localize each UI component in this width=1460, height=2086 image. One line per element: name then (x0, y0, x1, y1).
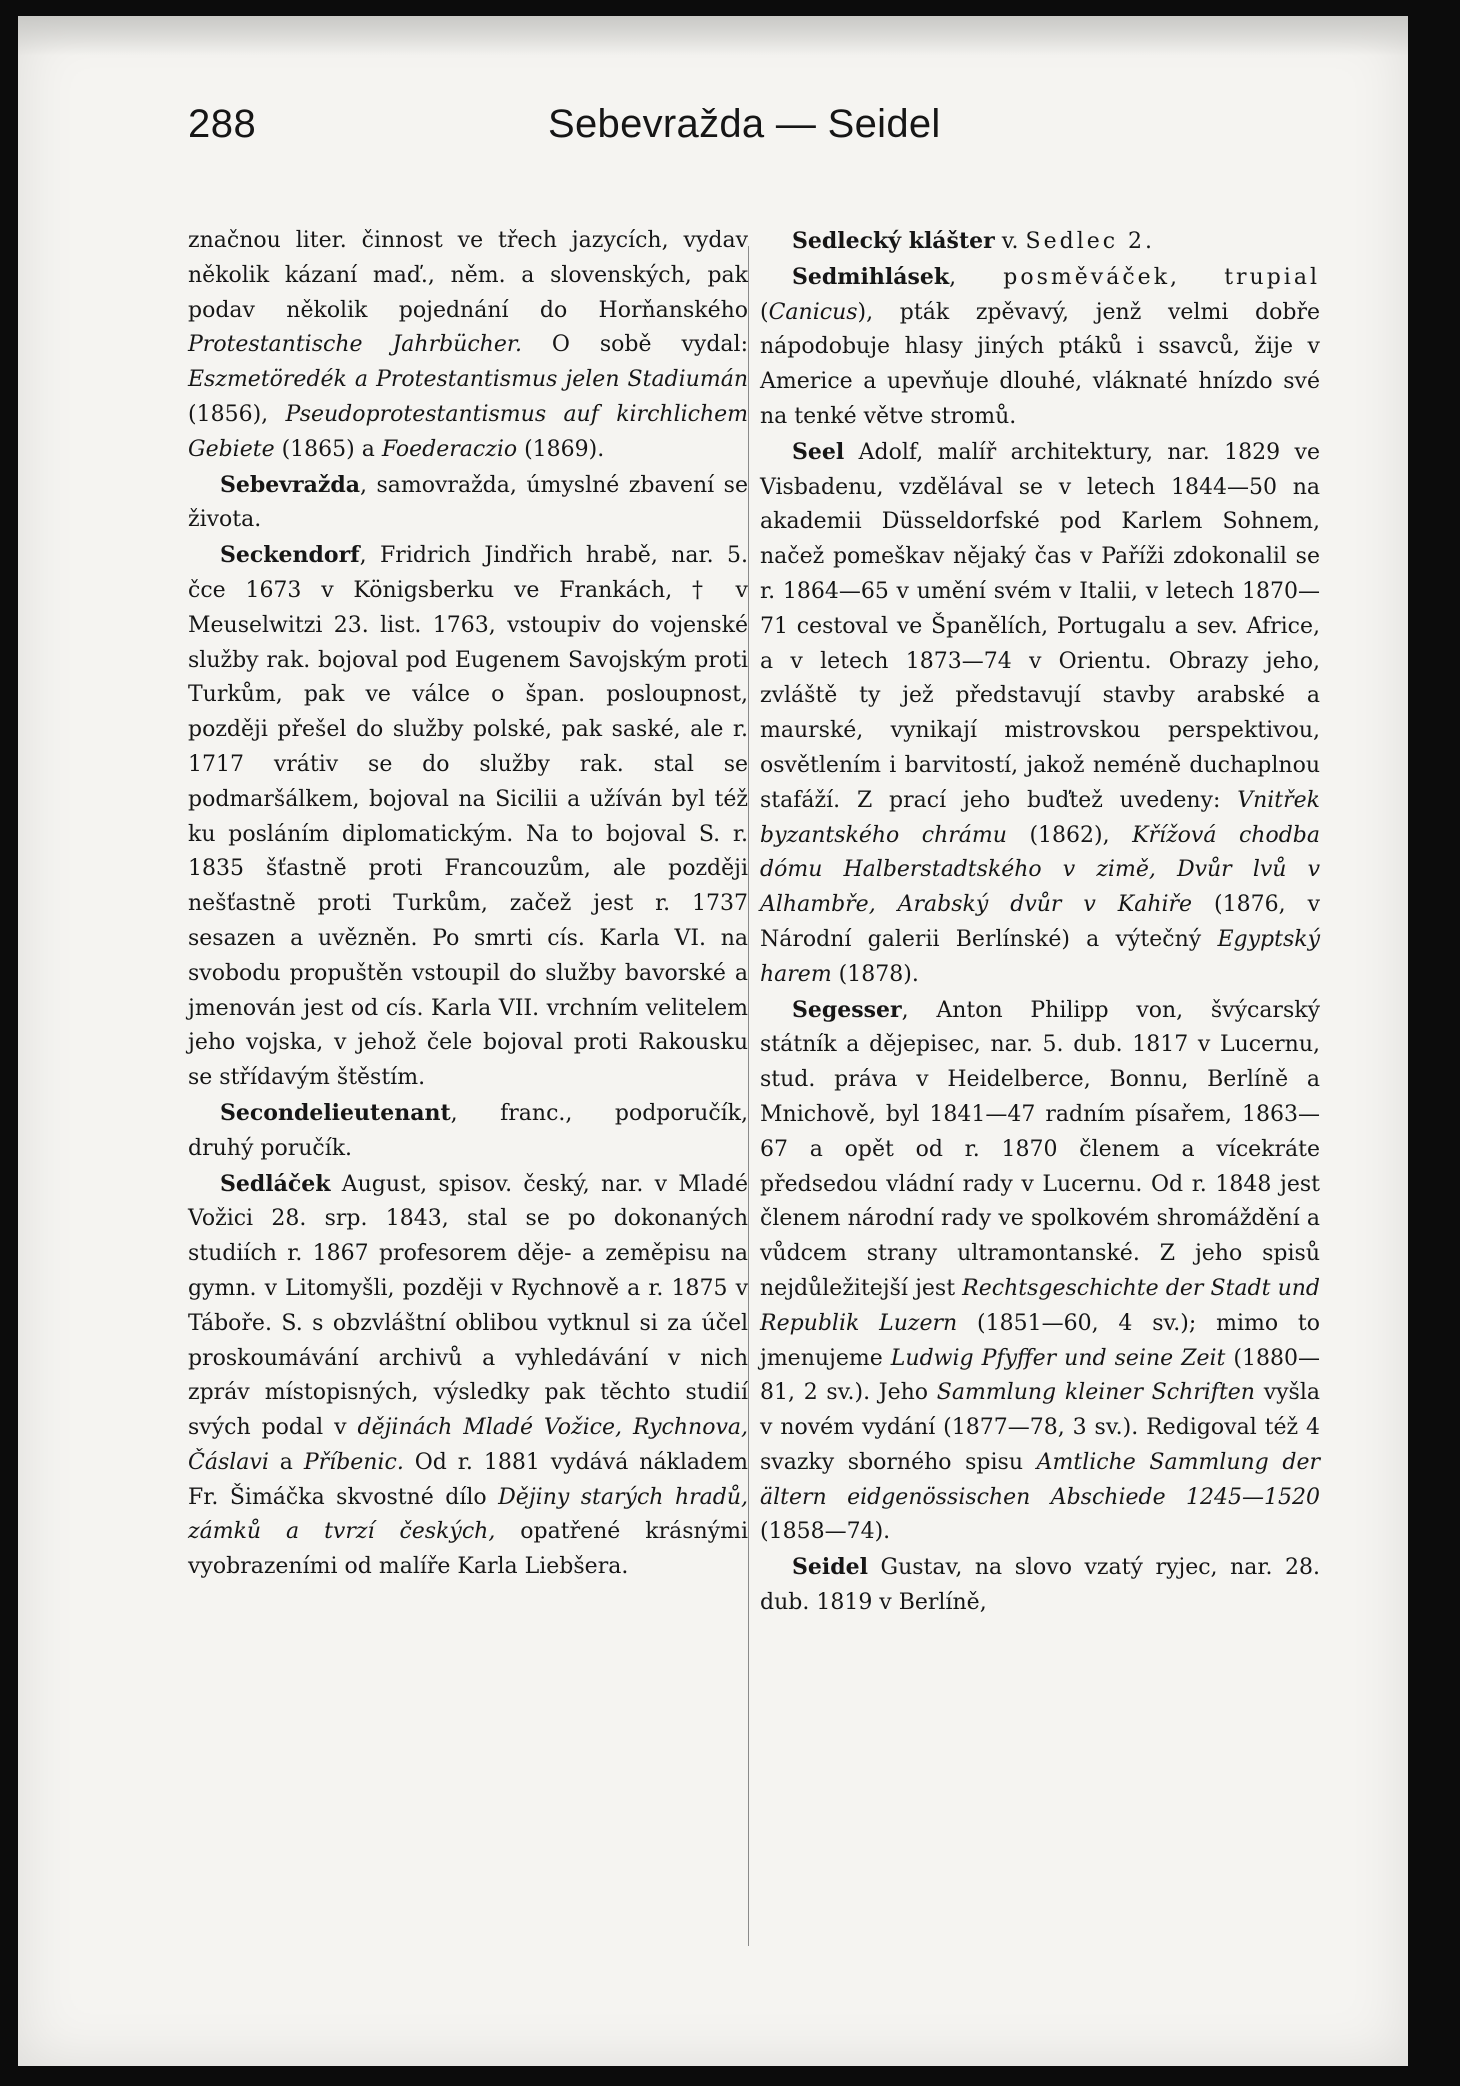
italic-title: Příbenic. (303, 1449, 404, 1475)
running-header (18, 102, 1408, 172)
entry-text: Gustav, na slovo vzatý ryjec, nar. 28. dub. 1819 v Berlíně, (760, 1555, 1320, 1616)
book-page (18, 16, 1408, 2066)
italic-title: Amtliche Sammlung der ältern eidgenössischen Abschiede 1245—1520 (760, 1449, 1320, 1510)
headword: Secondelieutenant (220, 1099, 451, 1126)
entry-sedmihlasek (760, 260, 1320, 435)
continued-entry (188, 224, 748, 468)
entry-text: ( (760, 299, 769, 325)
italic-title: Egyptský harem (760, 926, 1320, 987)
italic-title: Dějiny starých hradů, zámků a tvrzí českých, (188, 1484, 748, 1545)
entry-sedlecky-klaster (760, 224, 1320, 260)
entry-seckendorf (188, 538, 748, 1096)
entry-sedlacek (188, 1167, 748, 1586)
entry-secondelieutenant (188, 1096, 748, 1167)
headword: Seel (792, 438, 845, 465)
entry-text: (1865) a (274, 436, 382, 462)
italic-title: Rechtsgeschichte der Stadt und Republik Luzern (760, 1275, 1320, 1336)
entry-text: (1858—74). (760, 1519, 891, 1545)
italic-title: Ludwig Pfyffer und seine Zeit (890, 1345, 1226, 1371)
headword: Seidel (792, 1554, 868, 1581)
entry-text: (1869). (517, 436, 605, 462)
italic-title: Křížová chodba dómu Halberstadtského v zimě, Dvůr lvů v Alhambře, Arabský dvůr v Kahiře (760, 822, 1320, 918)
entry-text: O sobě vydal: (521, 332, 748, 358)
entry-segesser (760, 993, 1320, 1551)
entry-text: v. (994, 229, 1026, 254)
entry-text: (1851—60, 4 sv.); mimo to jmenujeme (760, 1310, 1321, 1371)
entry-seidel (760, 1550, 1320, 1621)
entry-text: opatřené krásnými vyobrazeními od malíře Karla Liebšera. (188, 1519, 749, 1580)
entry-text: , franc., podporučík, druhý poručík. (188, 1100, 748, 1161)
entry-sebevrazda (188, 468, 748, 539)
left-column (188, 224, 748, 1585)
entry-text: a (268, 1449, 304, 1475)
entry-text: Adolf, malíř architektury, nar. 1829 ve Visbadenu, vzdělával se v letech 1844—50 na akademii Düsseldorfské pod Karlem Sohnem, načež pomeškav nějaký čas v Paříži zdokonalil se r. 1864—65 v umění svém v Italii, v letech 1870—71 cestoval ve Španělích, Portugalu a sev. Africe, a v letech 1873—74 v Orientu. Obrazy jeho, zvláště ty jež představují stavby arabské a maurské, vynikají mistrovskou perspektivou, osvětlením i barvitostí, jakož neméně duchaplnou stafáží. Z prací jeho buďtež uvedeny: (760, 439, 1320, 813)
cross-reference: Sedlec 2. (1025, 229, 1156, 254)
headword: Sedlecký klášter (792, 228, 995, 254)
entry-text: (1862), (1006, 822, 1133, 848)
headword: Sedmihlásek (792, 263, 950, 290)
italic-title: Eszmetöredék a Protestantismus jelen Stadiumán (188, 367, 748, 393)
italic-title: Vnitřek byzantského chrámu (760, 787, 1320, 848)
entry-text: vyšla v novém vydání (1877—78, 3 sv.). Redigoval též 4 svazky sborného spisu (760, 1380, 1320, 1475)
column-divider (748, 246, 749, 1946)
headword: Sebevražda (220, 471, 361, 498)
entry-text: (1876, v Národní galerii Berlínské) a výtečný (760, 892, 1321, 952)
right-column (760, 224, 1320, 1621)
italic-title: Foederaczio (381, 436, 518, 462)
page-number: 288 (188, 102, 257, 146)
italic-title: Pseudoprotestantismus auf kirchlichem Gebiete (188, 401, 749, 462)
entry-seel (760, 435, 1320, 993)
entry-text: , Fridrich Jindřich hrabě, nar. 5. čce 1673 v Königsberku ve Frankách, † v Meuselwitzi 23. list. 1763, vstoupiv do vojenské služby rak. bojoval pod Eugenem Savojským proti Turkům, pak ve válce o špan. posloupnost, později přešel do služby polské, pak saské, ale r. 1717 vrátiv se do služby rak. stal se podmaršálkem, bojoval na Sicilii a užíván byl též ku posláním diplomatickým. Na to bojoval S. r. 1835 šťastně proti Francouzům, ale později nešťastně proti Turkům, začež jest r. 1737 sesazen a uvězněn. Po smrti cís. Karla VI. na svobodu propuštěn vstoupil do služby bavorské a jmenován jest od cís. Karla VII. vrchním velitelem jeho vojska, v jehož čele bojoval proti Rakousku se střídavým štěstím. (188, 543, 748, 1091)
entry-text: August, spisov. český, nar. v Mladé Vožici 28. srp. 1843, stal se po dokonaných studiích r. 1867 profesorem děje- a zeměpisu na gymn. v Litomyšli, později v Rychnově a r. 1875 v Táboře. S. s obzvláštní oblibou vytknul si za účel proskoumávání archivů a vyhledávání v nich zpráv místopisných, výsledky pak těchto studií svých podal v (188, 1171, 748, 1441)
headword: Sedláček (220, 1170, 331, 1197)
entry-text: , Anton Philipp von, švýcarský státník a dějepisec, nar. 5. dub. 1817 v Lucernu, stud. práva v Heidelberce, Bonnu, Berlíně a Mnichově, byl 1841—47 radním písařem, 1863—67 a opět od r. 1870 členem a vícekráte předsedou vládní rady v Lucernu. Od r. 1848 jest členem národní rady ve spolkovém shromáždění a vůdcem strany ultramontanské. Z jeho spisů nejdůležitejší jest (760, 997, 1320, 1301)
entry-text: (1878). (831, 961, 919, 987)
headword: Seckendorf (220, 542, 360, 569)
page-top-shade (18, 16, 1408, 56)
synonyms: , posměváček, trupial (949, 264, 1320, 290)
entry-text: , samovražda, úmyslné zbavení se života. (188, 472, 748, 533)
latin-name: Canicus (768, 299, 858, 325)
entry-text: ), pták zpěvavý, jenž velmi dobře nápodobuje hlasy jiných ptáků i ssavců, žije v Americe a upevňuje dlouhé, vláknaté hnízdo své na tenké větve stromů. (760, 299, 1320, 429)
entry-text: (1880—81, 2 sv.). Jeho (760, 1345, 1320, 1406)
entry-text: (1856), (188, 401, 286, 427)
entry-text: značnou liter. činnost ve třech jazycích, vydav několik kázaní maď., něm. a slovenských, pak podav několik pojednání do Horňanského (188, 228, 748, 323)
running-title: Sebevražda — Seidel (548, 102, 941, 146)
headword: Segesser (792, 996, 902, 1023)
entry-text: Od r. 1881 vydává nákladem Fr. Šimáčka skvostné dílo (188, 1449, 749, 1510)
italic-title: Protestantische Jahrbücher. (188, 332, 522, 358)
italic-title: dějinách Mladé Vožice, Rychnova, Čáslavi (188, 1415, 749, 1475)
italic-title: Sammlung kleiner Schriften (936, 1380, 1255, 1406)
